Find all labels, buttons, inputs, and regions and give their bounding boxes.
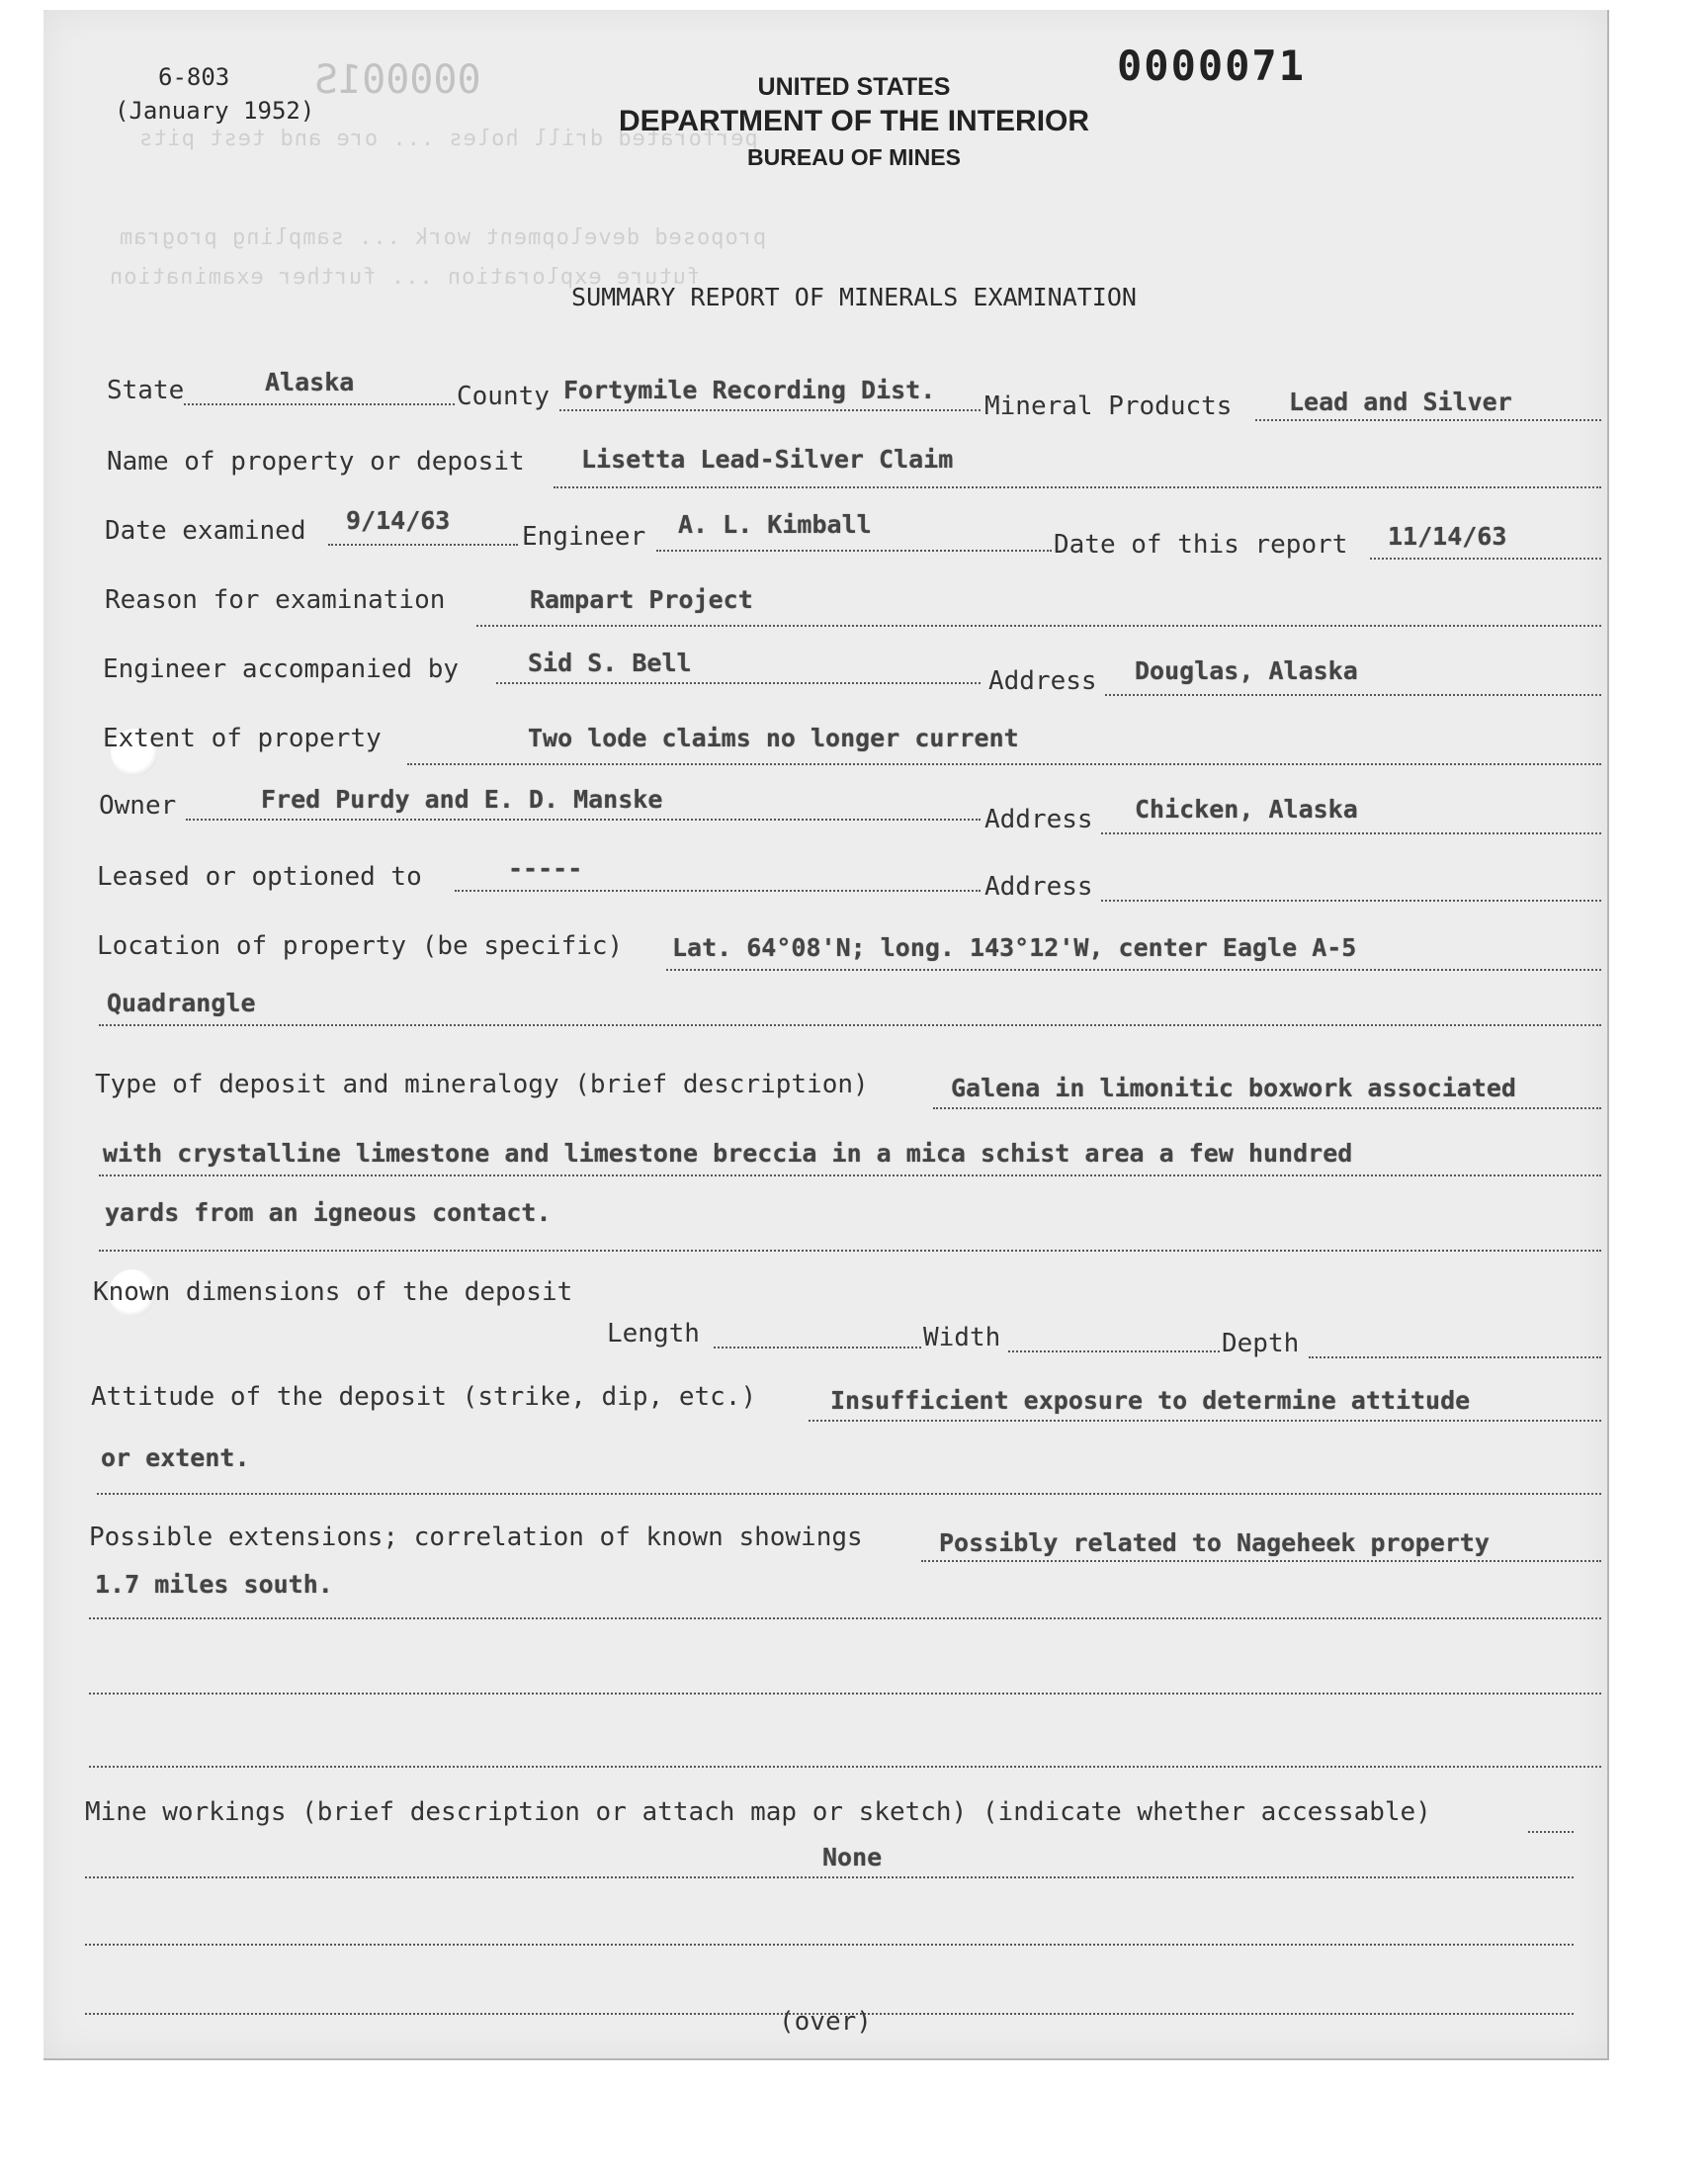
extent-value: Two lode claims no longer current: [528, 724, 1019, 752]
form-date: (January 1952): [115, 97, 315, 125]
form-page: [43, 10, 1609, 2060]
attitude-label: Attitude of the deposit (strike, dip, etc.): [91, 1382, 757, 1412]
state-value: Alaska: [265, 368, 355, 396]
attitude-line2: or extent.: [101, 1443, 250, 1472]
deposit-type-line3: yards from an igneous contact.: [105, 1198, 552, 1227]
bleed-through-text: perforated drill holes ... ore and test pits: [138, 127, 758, 151]
agency-line2: DEPARTMENT OF THE INTERIOR: [618, 105, 1090, 137]
form-number: 6-803: [158, 63, 230, 91]
accompanied-value: Sid S. Bell: [528, 649, 692, 677]
footer-over: (over): [779, 2007, 872, 2037]
leased-label: Leased or optioned to: [97, 862, 422, 892]
date-examined-value: 9/14/63: [346, 506, 451, 535]
accompanied-address-label: Address: [988, 666, 1097, 696]
deposit-type-label: Type of deposit and mineralogy (brief description): [95, 1070, 869, 1099]
property-name-label: Name of property or deposit: [107, 447, 525, 477]
agency-line1: UNITED STATES: [757, 73, 951, 101]
location-label: Location of property (be specific): [97, 931, 624, 961]
deposit-type-line1: Galena in limonitic boxwork associated: [951, 1074, 1516, 1102]
reason-label: Reason for examination: [105, 585, 446, 615]
length-label: Length: [607, 1319, 700, 1348]
mineral-products-value: Lead and Silver: [1289, 388, 1512, 416]
depth-label: Depth: [1222, 1329, 1300, 1358]
accompanied-address-value: Douglas, Alaska: [1135, 656, 1358, 685]
location-value-line2: Quadrangle: [107, 989, 256, 1017]
engineer-label: Engineer: [522, 522, 646, 552]
bleed-through-text: future exploration ... further examination: [109, 265, 701, 290]
stamped-number: 0000071: [1117, 42, 1307, 90]
bleed-through-text: proposed development work ... sampling program: [119, 225, 767, 250]
owner-address-value: Chicken, Alaska: [1135, 795, 1358, 824]
location-value-line1: Lat. 64°08'N; long. 143°12'W, center Eagle A-5: [672, 933, 1357, 962]
workings-label: Mine workings (brief description or attach map or sketch) (indicate whether accessable): [85, 1797, 1431, 1827]
state-label: State: [107, 376, 185, 405]
report-date-label: Date of this report: [1054, 530, 1348, 560]
owner-label: Owner: [99, 791, 177, 821]
dimensions-label: Known dimensions of the deposit: [93, 1277, 573, 1307]
leased-value: -----: [508, 854, 583, 883]
owner-value: Fred Purdy and E. D. Manske: [261, 785, 663, 814]
attitude-line1: Insufficient exposure to determine attitude: [830, 1386, 1471, 1415]
agency-line3: BUREAU OF MINES: [747, 144, 961, 170]
extensions-line1: Possibly related to Nageheek property: [939, 1528, 1490, 1557]
mineral-products-label: Mineral Products: [984, 392, 1233, 421]
reason-value: Rampart Project: [530, 585, 753, 614]
extensions-line2: 1.7 miles south.: [95, 1570, 333, 1599]
owner-address-label: Address: [984, 805, 1093, 834]
extent-label: Extent of property: [103, 724, 382, 753]
deposit-type-line2: with crystalline limestone and limestone breccia in a mica schist area a few hundred: [103, 1139, 1353, 1168]
property-name-value: Lisetta Lead-Silver Claim: [581, 445, 954, 474]
accompanied-label: Engineer accompanied by: [103, 654, 460, 684]
form-title: SUMMARY REPORT OF MINERALS EXAMINATION: [571, 283, 1137, 311]
workings-value: None: [822, 1843, 883, 1871]
engineer-value: A. L. Kimball: [678, 510, 872, 539]
stamped-number-faint: 000001S: [314, 57, 481, 103]
width-label: Width: [923, 1323, 1001, 1352]
date-examined-label: Date examined: [105, 516, 306, 546]
report-date-value: 11/14/63: [1388, 522, 1507, 551]
extensions-label: Possible extensions; correlation of known showings: [89, 1522, 863, 1552]
county-value: Fortymile Recording Dist.: [563, 376, 936, 404]
leased-address-label: Address: [984, 872, 1093, 902]
county-label: County: [457, 382, 550, 411]
